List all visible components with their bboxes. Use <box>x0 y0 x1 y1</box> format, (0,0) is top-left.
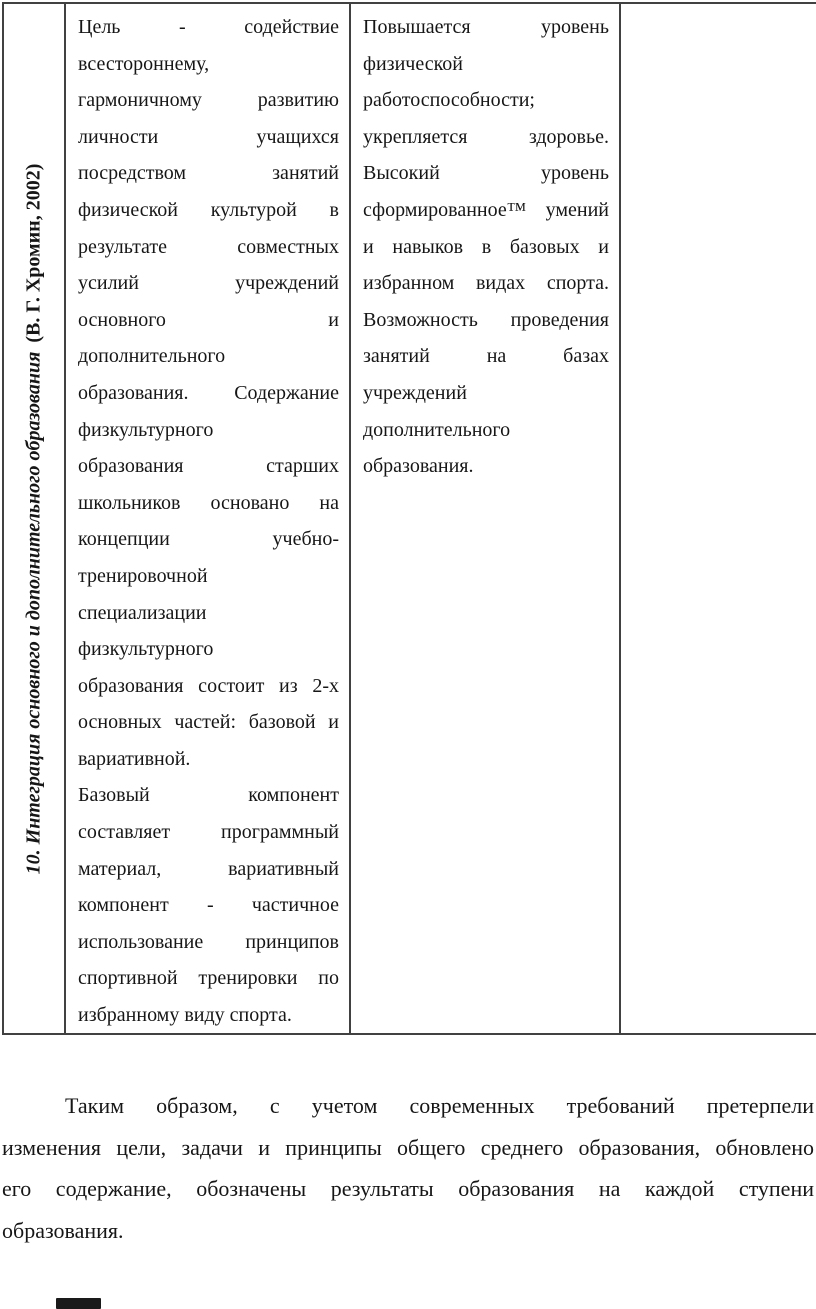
comparison-table <box>2 2 816 1035</box>
text-line: Высокий уровень <box>363 162 609 185</box>
text-line: спортивной тренировки по <box>78 967 339 990</box>
text-line: работоспособности; <box>363 89 535 112</box>
text-line: его содержание, обозначены результаты образования на каждой ступени <box>2 1176 814 1201</box>
page-bottom-artifact <box>56 1298 101 1309</box>
text-line: усилий учреждений <box>78 272 339 295</box>
text-line: дополнительного <box>78 345 226 368</box>
text-line: и навыков в базовых и <box>363 235 609 258</box>
text-line: избранном видах спорта. <box>363 272 609 295</box>
text-line: учреждений <box>363 381 467 404</box>
row-header-title: 10. Интеграция основного и дополнительного образования <box>22 351 45 874</box>
text-line: дополнительного <box>363 418 511 441</box>
text-line: образования. <box>363 455 474 478</box>
text-line: образования. <box>2 1217 124 1243</box>
text-line: Цель - содействие <box>78 16 339 38</box>
table-cell-goal-content <box>66 4 351 1033</box>
text-line: образования состоит из 2-х <box>78 674 339 697</box>
text-line: укрепляется здоровье. <box>363 125 609 148</box>
text-line: гармоничному развитию <box>78 89 339 112</box>
text-line: образования старших <box>78 455 339 478</box>
text-line: Базовый компонент <box>78 784 339 807</box>
text-line: использование принципов <box>78 930 339 953</box>
text-line: физкультурного <box>78 418 214 441</box>
table-cell-expected-results <box>351 4 621 1033</box>
table-row-header-cell <box>4 4 66 1033</box>
text-line: школьников основано на <box>78 491 339 514</box>
text-line: материал, вариативный <box>78 857 339 880</box>
text-line: Возможность проведения <box>363 308 609 331</box>
text-line: специализации <box>78 601 207 624</box>
text-line: посредством занятий <box>78 162 339 185</box>
text-line: личности учащихся <box>78 125 339 148</box>
text-line: результате совместных <box>78 235 339 258</box>
text-line: основного и <box>78 308 339 331</box>
text-line: изменения цели, задачи и принципы общего среднего образования, обновлено <box>2 1134 814 1160</box>
text-line: концепции учебно- <box>78 528 339 551</box>
text-line: компонент - частичное <box>78 894 339 917</box>
text-line: избранному виду спорта. <box>78 1004 292 1027</box>
text-line: Таким образом, с учетом современных требований претерпели <box>65 1093 814 1118</box>
text-line: составляет программный <box>78 821 339 844</box>
text-line: физической культурой в <box>78 198 339 221</box>
text-line: тренировочной <box>78 564 208 587</box>
text-line: занятий на базах <box>363 345 609 368</box>
text-line: всестороннему, <box>78 52 210 75</box>
text-line: сформированное™ умений <box>363 198 609 221</box>
text-line: вариативной. <box>78 747 191 770</box>
text-line: основных частей: базовой и <box>78 711 339 734</box>
text-line: Повышается уровень <box>363 16 609 38</box>
row-header-source: (В. Г. Хромин, 2002) <box>22 163 45 343</box>
table-cell-empty <box>621 4 816 1033</box>
row-header-vertical-label <box>23 163 46 874</box>
text-line: образования. Содержание <box>78 381 339 404</box>
text-line: физкультурного <box>78 638 214 661</box>
text-line: физической <box>363 52 463 75</box>
closing-paragraph <box>2 1085 814 1251</box>
